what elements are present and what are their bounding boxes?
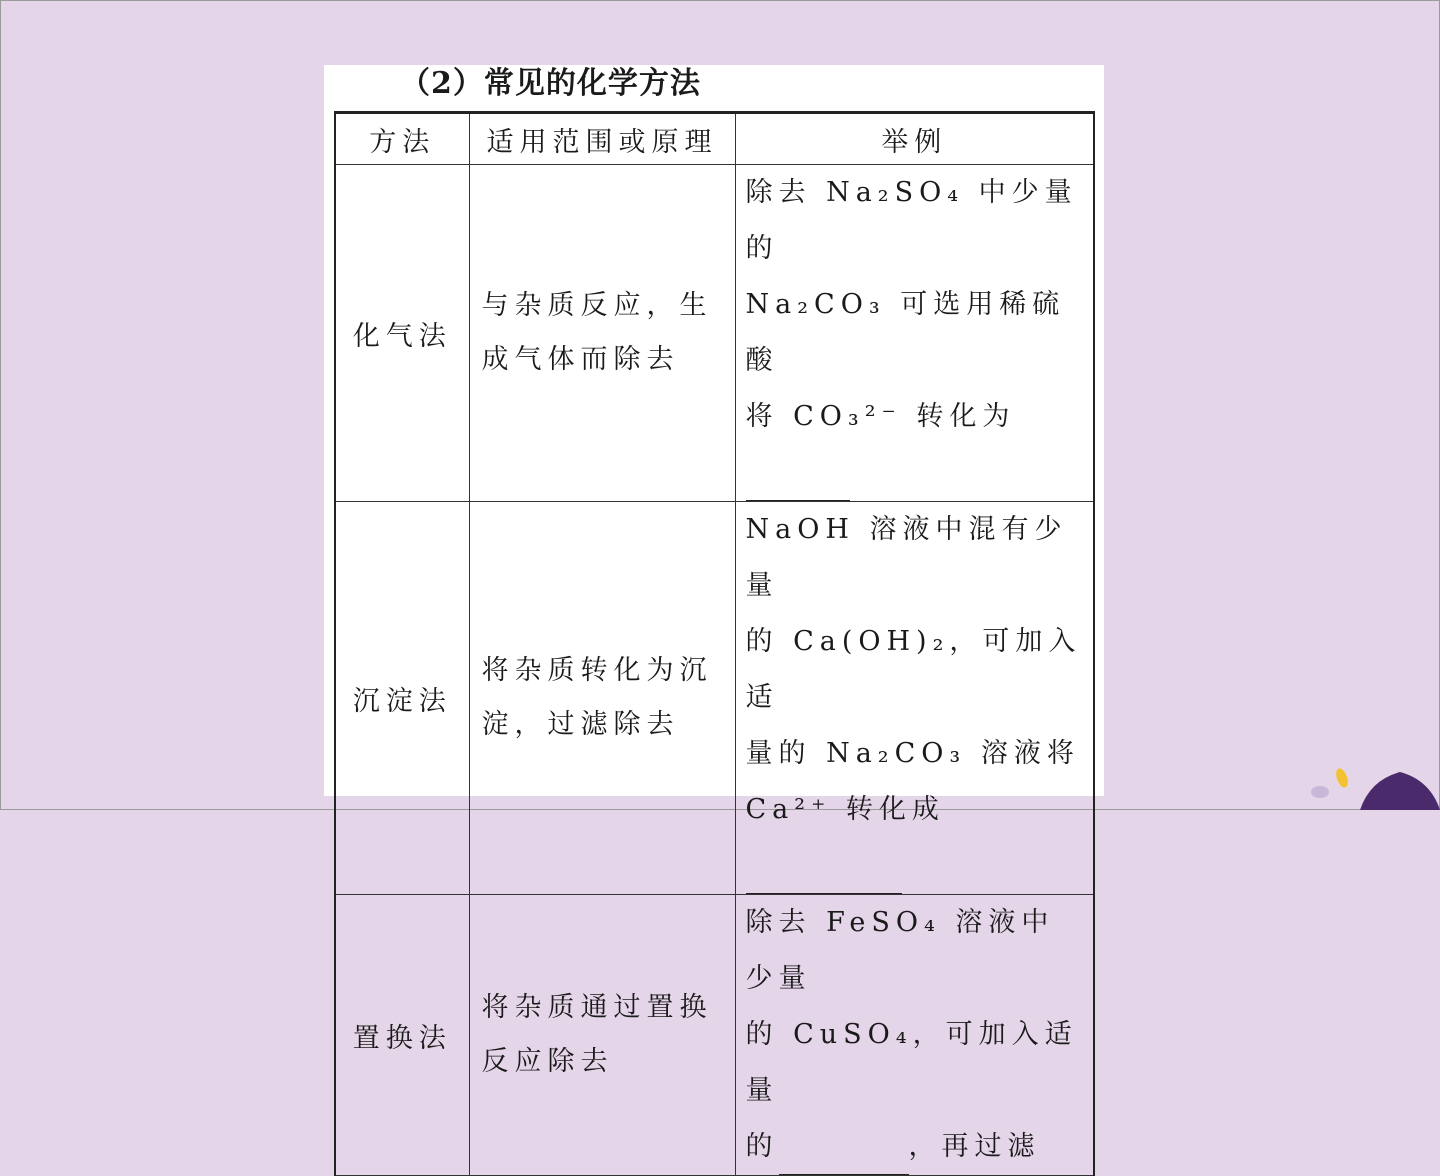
table-row <box>335 502 1094 895</box>
table-row <box>335 165 1094 502</box>
answer-blank[interactable] <box>746 865 902 894</box>
header-principle: 适用范围或原理 <box>469 113 735 165</box>
example-line: 的 Ca(OH)₂，可加入适 <box>745 626 1082 713</box>
example-line <box>746 782 1086 894</box>
example-line: 除去 Na₂SO₄ 中少量的 <box>745 177 1078 264</box>
method-cell: 沉淀法 <box>335 502 469 895</box>
example-text: ，再过滤 <box>908 1131 1041 1162</box>
header-example: 举例 <box>735 113 1094 165</box>
header-method: 方法 <box>335 113 469 165</box>
example-cell <box>735 895 1094 1176</box>
yellow-leaf-shape <box>1334 767 1350 789</box>
example-line: 除去 FeSO₄ 溶液中少量 <box>745 907 1055 994</box>
answer-blank[interactable] <box>779 1146 909 1175</box>
example-line: 量的 Na₂CO₃ 溶液将 <box>745 738 1080 769</box>
principle-cell: 与杂质反应，生成气体而除去 <box>469 165 735 502</box>
method-cell: 置换法 <box>335 895 469 1176</box>
example-line <box>746 1119 1086 1175</box>
answer-blank[interactable] <box>746 472 850 501</box>
example-cell <box>735 165 1094 502</box>
principle-cell: 将杂质转化为沉淀，过滤除去 <box>469 502 735 895</box>
example-cell <box>735 502 1094 895</box>
table-row <box>335 895 1094 1176</box>
section-title: （2）常见的化学方法 <box>400 66 701 101</box>
example-text: 将 CO₃²⁻ 转化为 <box>745 401 1016 432</box>
example-line: Na₂CO₃ 可选用稀硫酸 <box>745 289 1066 376</box>
example-line: 的 CuSO₄，可加入适量 <box>745 1019 1078 1106</box>
example-line: NaOH 溶液中混有少量 <box>745 514 1068 601</box>
example-text: Ca²⁺ 转化成 <box>745 794 945 825</box>
lilac-leaf-shape <box>1311 786 1329 798</box>
method-cell: 化气法 <box>335 165 469 502</box>
example-text: 的 <box>745 1131 779 1162</box>
purple-leaf-shape <box>1360 772 1440 810</box>
table-header-row <box>335 113 1094 165</box>
principle-cell: 将杂质通过置换反应除去 <box>469 895 735 1176</box>
corner-decoration <box>1290 750 1440 810</box>
separation-methods-table <box>334 111 1095 1176</box>
example-line <box>746 389 1086 501</box>
